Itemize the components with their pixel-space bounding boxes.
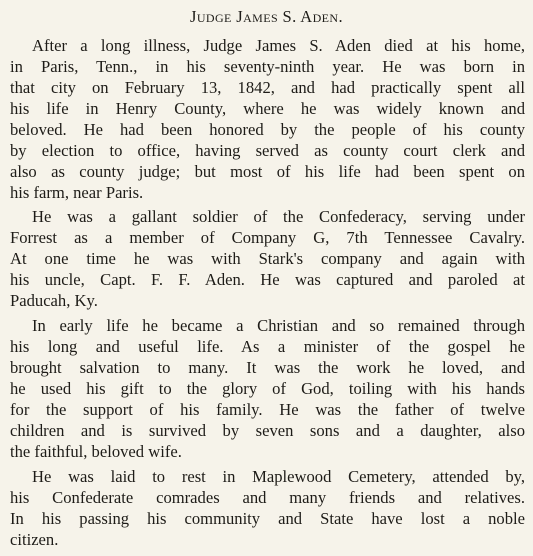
paragraph-1-line-8: his farm, near Paris. <box>10 183 144 202</box>
paragraph-1-line-6: by election to office, having served as county court clerk and <box>10 141 525 160</box>
paragraph-4-line-4: citizen. <box>10 530 59 549</box>
paragraph-1-line-1: After a long illness, Judge James S. Aden died at his home, <box>32 36 525 55</box>
paragraph-1-line-7: also as county judge; but most of his life had been spent on <box>10 162 525 181</box>
paragraph-1-line-4: his life in Henry County, where he was widely known and <box>10 99 525 118</box>
paragraph-3-line-1: In early life he became a Christian and so remained through <box>32 316 525 335</box>
article-title: Judge James S. Aden. <box>190 7 343 26</box>
paragraph-2-line-3: At one time he was with Stark's company and again with <box>10 249 525 268</box>
paragraph-4-line-2: his Confederate comrades and many friends and relatives. <box>10 488 525 507</box>
paragraph-2-line-5: Paducah, Ky. <box>10 291 98 310</box>
paragraph-2-line-1: He was a gallant soldier of the Confederacy, serving under <box>32 207 525 226</box>
paragraph-1-line-3: that city on February 13, 1842, and had practically spent all <box>10 78 525 97</box>
paragraph-2-line-4: his uncle, Capt. F. F. Aden. He was captured and paroled at <box>10 270 525 289</box>
paragraph-3-line-7: the faithful, beloved wife. <box>10 442 182 461</box>
paragraph-3-line-6: children and is survived by seven sons and a daughter, also <box>10 421 525 440</box>
paragraph-3-line-3: brought salvation to many. It was the work he loved, and <box>10 358 525 377</box>
paragraph-4-line-3: In his passing his community and State have lost a noble <box>10 509 525 528</box>
paragraph-4-line-1: He was laid to rest in Maplewood Cemetery, attended by, <box>32 467 525 486</box>
paragraph-3-line-4: he used his gift to the glory of God, toiling with his hands <box>10 379 525 398</box>
paragraph-2-line-2: Forrest as a member of Company G, 7th Tennessee Cavalry. <box>10 228 525 247</box>
paragraph-1-line-5: beloved. He had been honored by the people of his county <box>10 120 525 139</box>
paragraph-1-line-2: in Paris, Tenn., in his seventy-ninth year. He was born in <box>10 57 525 76</box>
paragraph-3-line-5: for the support of his family. He was the father of twelve <box>10 400 525 419</box>
paragraph-3-line-2: his long and useful life. As a minister of the gospel he <box>10 337 525 356</box>
